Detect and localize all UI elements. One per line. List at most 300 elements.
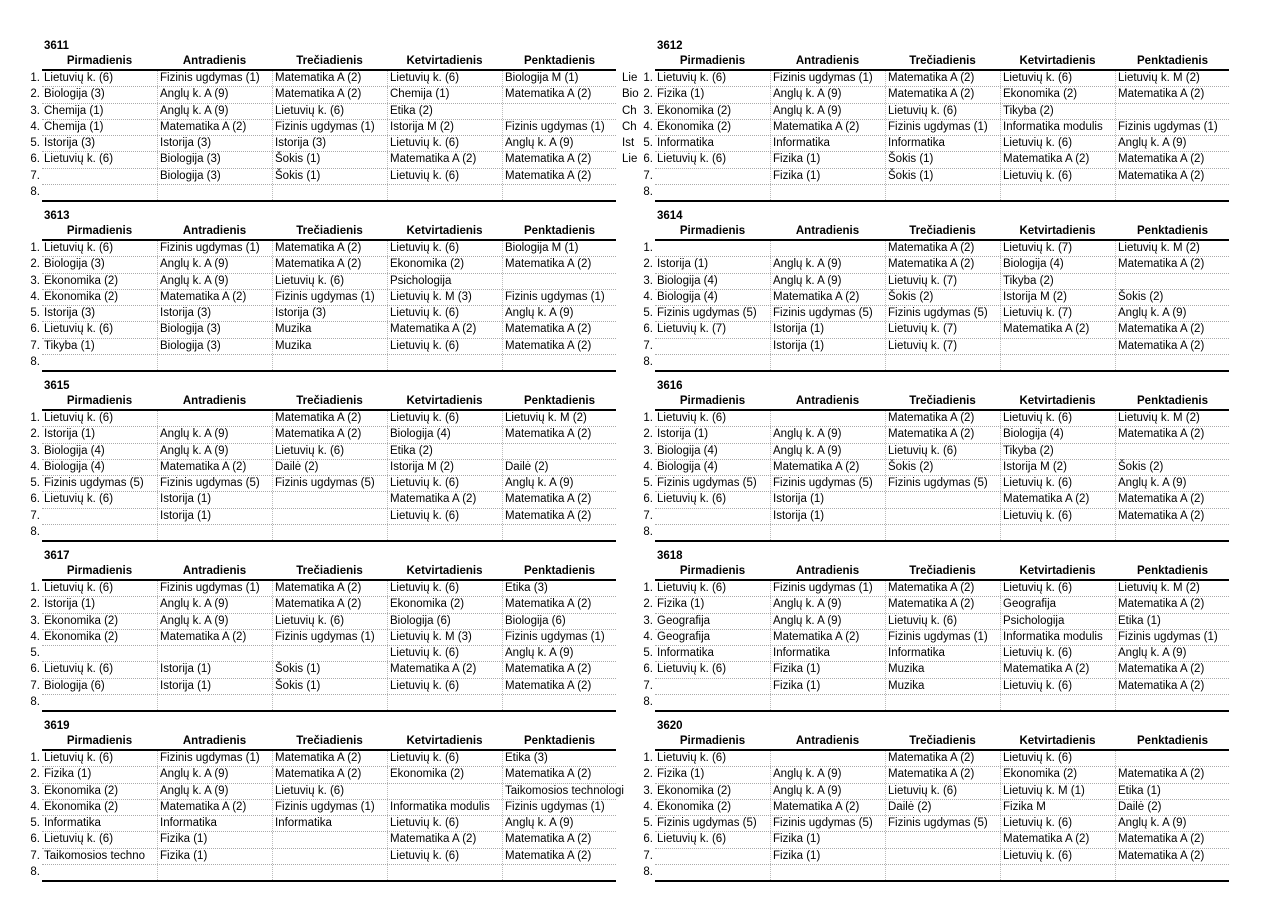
day-header-row: [42, 223, 616, 241]
lesson-number: 1.: [30, 582, 40, 594]
lesson-row: [30, 476, 616, 492]
lesson-number: 4.: [30, 120, 40, 133]
lesson-cell: Šokis (1): [885, 152, 1002, 167]
day-header: Penktadienis: [524, 55, 595, 67]
lesson-cell: Matematika A (2): [272, 597, 389, 612]
lesson-cell: Matematika A (2): [770, 120, 887, 135]
lesson-cell: [655, 525, 771, 540]
lesson-cell: Anglų k. A (9): [502, 306, 619, 321]
lesson-cell: Matematika A (2): [502, 152, 619, 167]
lesson-cell: Lietuvių k. (6): [1000, 646, 1117, 661]
lesson-cell: Matematika A (2): [502, 597, 619, 612]
lesson-cell: Lietuvių k. (6): [1000, 411, 1117, 426]
lesson-cell: Matematika A (2): [1115, 679, 1232, 694]
day-header: Penktadienis: [524, 735, 595, 747]
lesson-cell: Ekonomika (2): [44, 784, 119, 797]
lesson-cell: Matematika A (2): [272, 411, 389, 426]
lesson-row: [643, 476, 1229, 492]
lesson-cell: Anglų k. A (9): [502, 476, 619, 491]
lesson-cell: [1000, 865, 1117, 880]
lesson-number: 8.: [30, 356, 40, 369]
lesson-row: [643, 679, 1229, 695]
lesson-cell: [1115, 355, 1232, 370]
day-header: Antradienis: [182, 225, 247, 237]
lesson-cell: [42, 185, 158, 200]
lesson-cell: Informatika: [885, 646, 1002, 661]
lesson-cell: Matematika A (2): [885, 751, 1002, 766]
lesson-cell: Anglų k. A (9): [157, 614, 274, 629]
day-header-row: [655, 733, 1229, 751]
lesson-number: 5.: [643, 477, 653, 490]
lesson-cell: Fizika (1): [770, 169, 887, 184]
lesson-cell: Biologija (6): [387, 614, 504, 629]
timetable: [30, 223, 616, 372]
lesson-cell: Matematika A (2): [387, 322, 504, 337]
lesson-number: 2.: [30, 598, 40, 611]
lesson-cell: Lietuvių k. (6): [1000, 169, 1117, 184]
day-header-row: [42, 393, 616, 411]
lesson-cell: Anglų k. A (9): [1115, 306, 1232, 321]
day-header: Ketvirtadienis: [406, 565, 483, 577]
lesson-cell: Matematika A (2): [502, 257, 619, 272]
day-header: Pirmadienis: [679, 565, 746, 577]
lesson-row: [643, 695, 1229, 712]
lesson-cell: [655, 339, 771, 354]
lesson-cell: Lietuvių k. (7): [885, 339, 1002, 354]
lesson-cell: Lietuvių k. (6): [387, 71, 504, 86]
lesson-cell: [885, 185, 1002, 200]
lesson-cell: Muzika: [272, 322, 389, 337]
day-header: Penktadienis: [1137, 565, 1208, 577]
lesson-cell: Ekonomika (2): [1000, 767, 1117, 782]
lesson-row: [30, 322, 616, 338]
lesson-cell: Etika (1): [1115, 784, 1232, 799]
day-header-row: [655, 563, 1229, 581]
lesson-row: [643, 427, 1229, 443]
lesson-row: [30, 339, 616, 355]
lesson-cell: Matematika A (2): [1115, 849, 1232, 864]
lesson-cell: Ekonomika (2): [44, 274, 119, 287]
lesson-cell: Istorija (1): [770, 492, 887, 507]
lesson-number: 6.: [643, 493, 653, 506]
lesson-row: [30, 257, 616, 273]
lesson-cell: Fizinis ugdymas (5): [885, 816, 1002, 831]
lesson-row: [30, 816, 616, 832]
lesson-cell: Biologija (3): [157, 322, 274, 337]
lesson-cell: Informatika modulis: [1000, 630, 1117, 645]
lesson-cell: Matematika A (2): [502, 492, 619, 507]
lesson-cell: Dailė (2): [885, 800, 1002, 815]
day-header-row: [655, 393, 1229, 411]
lesson-cell: Lietuvių k. (6): [1000, 679, 1117, 694]
lesson-number: 5.: [643, 817, 653, 830]
lesson-cell: [1115, 525, 1232, 540]
lesson-cell: Istorija (1): [157, 492, 274, 507]
lesson-cell: Muzika: [885, 662, 1002, 677]
lesson-row: [30, 630, 616, 646]
lesson-cell: Fizika (1): [657, 88, 705, 101]
day-header: Antradienis: [182, 395, 247, 407]
lesson-cell: Taikomosios technologi: [502, 784, 619, 799]
lesson-cell: Istorija (3): [44, 307, 96, 320]
lesson-cell: Informatika: [657, 647, 714, 660]
lesson-cell: Lietuvių k. (6): [657, 412, 727, 424]
lesson-cell: Matematika A (2): [502, 832, 619, 847]
lesson-cell: [272, 492, 389, 507]
lesson-number: 4.: [643, 120, 653, 133]
lesson-cell: Matematika A (2): [1000, 662, 1117, 677]
lesson-cell: Lietuvių k. (6): [387, 679, 504, 694]
day-header-row: [42, 563, 616, 581]
lesson-cell: Biologija (4): [657, 444, 718, 457]
day-header: Ketvirtadienis: [406, 735, 483, 747]
lesson-cell: [272, 646, 389, 661]
lesson-cell: Fizinis ugdymas (5): [657, 307, 757, 320]
lesson-cell: Fizinis ugdymas (1): [885, 630, 1002, 645]
lesson-cell: Lietuvių k. (6): [1000, 581, 1117, 596]
lesson-cell: [885, 492, 1002, 507]
day-header: Pirmadienis: [679, 395, 746, 407]
class-title: 3619: [44, 720, 70, 732]
lesson-cell: Matematika A (2): [1115, 597, 1232, 612]
lesson-cell: Matematika A (2): [387, 832, 504, 847]
lesson-number: 8.: [643, 186, 653, 199]
lesson-row: [643, 597, 1229, 613]
lesson-cell: Šokis (1): [272, 679, 389, 694]
lesson-cell: Ekonomika (2): [44, 614, 119, 627]
lesson-cell: Lietuvių k. (6): [272, 614, 389, 629]
lesson-row: [30, 865, 616, 882]
lesson-cell: Fizinis ugdymas (1): [770, 71, 887, 86]
lesson-cell: [1000, 695, 1117, 710]
lesson-cell: [1115, 104, 1232, 119]
lesson-cell: Ekonomika (2): [657, 104, 732, 117]
lesson-cell: Fizinis ugdymas (1): [272, 290, 389, 305]
lesson-cell: Anglų k. A (9): [502, 646, 619, 661]
lesson-cell: Šokis (2): [885, 460, 1002, 475]
lesson-cell: Lietuvių k. (6): [657, 752, 727, 764]
lesson-cell: [885, 355, 1002, 370]
lesson-row: [643, 849, 1229, 865]
lesson-number: 2.: [643, 768, 653, 781]
timetable: [643, 53, 1229, 202]
lesson-cell: Ekonomika (2): [657, 784, 732, 797]
lesson-cell: Etika (1): [1115, 614, 1232, 629]
lesson-cell: Anglų k. A (9): [157, 767, 274, 782]
lesson-cell: Matematika A (2): [502, 339, 619, 354]
lesson-row: [643, 355, 1229, 372]
day-header: Penktadienis: [524, 565, 595, 577]
lesson-number: 4.: [643, 290, 653, 303]
lesson-cell: Lietuvių k. (6): [657, 72, 727, 84]
lesson-cell: Lietuvių k. (7): [657, 323, 727, 336]
lesson-cell: Lietuvių k. M (2): [1115, 241, 1232, 256]
lesson-row: [30, 274, 616, 290]
lesson-cell: Anglų k. A (9): [1115, 476, 1232, 491]
lesson-number: 8.: [643, 866, 653, 879]
day-header-row: [655, 53, 1229, 71]
lesson-cell: Matematika A (2): [885, 241, 1002, 256]
lesson-cell: [42, 865, 158, 880]
lesson-cell: Matematika A (2): [1115, 492, 1232, 507]
lesson-row: [643, 525, 1229, 542]
lesson-row: [643, 630, 1229, 646]
lesson-cell: Istorija (3): [157, 136, 274, 151]
day-header: Pirmadienis: [66, 565, 133, 577]
lesson-number: 3.: [643, 784, 653, 797]
lesson-cell: [655, 695, 771, 710]
lesson-cell: Anglų k. A (9): [157, 784, 274, 799]
lesson-cell: Biologija (4): [657, 290, 718, 303]
day-header: Antradienis: [795, 225, 860, 237]
lesson-row: [30, 355, 616, 372]
lesson-cell: Ekonomika (2): [657, 800, 732, 813]
lesson-cell: Lietuvių k. (6): [387, 476, 504, 491]
lesson-number: 4.: [643, 800, 653, 813]
lesson-cell: Matematika A (2): [1115, 339, 1232, 354]
lesson-cell: Lietuvių k. (6): [1000, 751, 1117, 766]
lesson-cell: [655, 865, 771, 880]
lesson-number: 2.: [30, 768, 40, 781]
lesson-cell: Anglų k. A (9): [157, 257, 274, 272]
lesson-row: [30, 492, 616, 508]
lesson-cell: [770, 411, 887, 426]
lesson-number: 4.: [30, 460, 40, 473]
lesson-cell: Matematika A (2): [770, 630, 887, 645]
lesson-cell: Istorija M (2): [387, 120, 504, 135]
lesson-cell: Biologija (3): [44, 258, 105, 271]
lesson-cell: Anglų k. A (9): [770, 274, 887, 289]
lesson-cell: Lietuvių k. (6): [657, 663, 727, 676]
lesson-cell: Etika (3): [502, 751, 619, 766]
lesson-cell: Fizinis ugdymas (1): [1115, 630, 1232, 645]
lesson-cell: Biologija (4): [657, 274, 718, 287]
day-header: Ketvirtadienis: [406, 55, 483, 67]
lesson-number: 8.: [30, 866, 40, 879]
lesson-number: 7.: [643, 679, 653, 692]
lesson-row: [643, 87, 1229, 103]
lesson-cell: Matematika A (2): [272, 241, 389, 256]
lesson-cell: Istorija (3): [272, 136, 389, 151]
lesson-cell: [157, 646, 274, 661]
lesson-cell: Fizika (1): [770, 662, 887, 677]
lesson-cell: Fizinis ugdymas (1): [157, 581, 274, 596]
lesson-cell: Biologija (6): [502, 614, 619, 629]
day-header: Trečiadienis: [909, 735, 976, 747]
day-header-row: [42, 733, 616, 751]
lesson-cell: Matematika A (2): [272, 767, 389, 782]
day-header: Trečiadienis: [909, 225, 976, 237]
lesson-number: 5.: [30, 137, 40, 150]
lesson-number: 5.: [643, 307, 653, 320]
lesson-cell: Matematika A (2): [885, 257, 1002, 272]
lesson-cell: Matematika A (2): [1115, 169, 1232, 184]
lesson-cell: Istorija (1): [44, 428, 96, 441]
lesson-cell: Fizinis ugdymas (5): [44, 477, 144, 490]
timetable: [30, 53, 639, 202]
lesson-cell: Istorija (1): [770, 322, 887, 337]
lesson-cell: Lietuvių k. (6): [387, 646, 504, 661]
day-header: Penktadienis: [524, 225, 595, 237]
lesson-cell: Matematika A (2): [1115, 427, 1232, 442]
lesson-cell: Lietuvių k. (6): [44, 242, 114, 254]
lesson-cell: Lietuvių k. (6): [387, 411, 504, 426]
lesson-cell: Geografija: [657, 614, 711, 627]
lesson-row: [30, 784, 624, 800]
lesson-cell: Lietuvių k. (7): [885, 274, 1002, 289]
lesson-number: 7.: [643, 849, 653, 862]
lesson-cell: Lietuvių k. (6): [387, 136, 504, 151]
lesson-row: [30, 509, 616, 525]
day-header: Pirmadienis: [679, 55, 746, 67]
lesson-cell: Biologija (6): [44, 679, 105, 692]
timetable: [643, 223, 1229, 372]
lesson-row: [643, 120, 1229, 136]
lesson-cell: Fizinis ugdymas (1): [272, 120, 389, 135]
lesson-cell: [770, 185, 887, 200]
lesson-cell: Lietuvių k. M (2): [1115, 581, 1232, 596]
lesson-number: 5.: [643, 137, 653, 150]
lesson-cell: Biologija (4): [1000, 257, 1117, 272]
class-title: 3611: [44, 40, 69, 52]
lesson-cell: Chemija (1): [44, 120, 104, 133]
day-header: Antradienis: [182, 565, 247, 577]
lesson-cell: Matematika A (2): [272, 257, 389, 272]
lesson-cell: Matematika A (2): [387, 492, 504, 507]
lesson-cell: [387, 525, 504, 540]
lesson-number: 4.: [30, 630, 40, 643]
lesson-cell: Lietuvių k. (6): [1000, 476, 1117, 491]
lesson-cell: Anglų k. A (9): [502, 136, 619, 151]
timetable: [30, 393, 616, 542]
lesson-row: [643, 71, 1229, 87]
lesson-cell: Etika (2): [387, 104, 504, 119]
day-header: Penktadienis: [1137, 225, 1208, 237]
lesson-cell: Dailė (2): [502, 460, 619, 475]
lesson-cell: Šokis (2): [885, 290, 1002, 305]
lesson-row: [643, 662, 1229, 678]
lesson-number: 7.: [643, 169, 653, 182]
lesson-cell: Matematika A (2): [387, 662, 504, 677]
lesson-cell: Fizika (1): [770, 679, 887, 694]
lesson-row: [643, 104, 1229, 120]
lesson-cell: Ekonomika (2): [1000, 87, 1117, 102]
lesson-row: [643, 767, 1229, 783]
lesson-cell: Matematika A (2): [885, 597, 1002, 612]
lesson-cell: Fizika (1): [770, 152, 887, 167]
lesson-cell: [157, 865, 274, 880]
lesson-number: 1.: [643, 412, 653, 424]
day-header: Trečiadienis: [296, 395, 363, 407]
lesson-cell: Lietuvių k. (6): [387, 581, 504, 596]
lesson-cell: Anglų k. A (9): [770, 257, 887, 272]
lesson-cell: Anglų k. A (9): [770, 444, 887, 459]
lesson-number: 1.: [30, 752, 40, 764]
lesson-cell: Matematika A (2): [157, 630, 274, 645]
lesson-row: [643, 136, 1229, 152]
lesson-cell: Anglų k. A (9): [157, 444, 274, 459]
lesson-cell: [770, 695, 887, 710]
lesson-number: 8.: [30, 526, 40, 539]
lesson-row: [643, 339, 1229, 355]
lesson-cell: Matematika A (2): [502, 679, 619, 694]
lesson-row: [30, 614, 616, 630]
lesson-cell: Lietuvių k. (6): [387, 339, 504, 354]
day-header: Trečiadienis: [909, 395, 976, 407]
lesson-row: [643, 751, 1229, 767]
lesson-row: [643, 169, 1229, 185]
day-header: Penktadienis: [1137, 55, 1208, 67]
lesson-number: 6.: [643, 153, 653, 166]
lesson-cell: Matematika A (2): [272, 751, 389, 766]
lesson-cell: [42, 169, 158, 184]
lesson-cell: [885, 865, 1002, 880]
lesson-cell: Lietuvių k. (6): [885, 614, 1002, 629]
day-header: Ketvirtadienis: [1019, 735, 1096, 747]
lesson-cell: Matematika A (2): [770, 460, 887, 475]
class-title: 3612: [657, 40, 683, 52]
lesson-cell: Lietuvių k. (7): [885, 322, 1002, 337]
lesson-cell: [502, 695, 619, 710]
lesson-cell: Biologija (4): [387, 427, 504, 442]
lesson-cell: Matematika A (2): [885, 581, 1002, 596]
lesson-cell: Ekonomika (2): [44, 290, 119, 303]
lesson-cell: Ekonomika (2): [387, 767, 504, 782]
lesson-row: [643, 816, 1229, 832]
lesson-row: [30, 306, 616, 322]
lesson-number: 7.: [30, 679, 40, 692]
lesson-number: 8.: [643, 696, 653, 709]
lesson-number: 4.: [643, 460, 653, 473]
lesson-row: [643, 581, 1229, 597]
lesson-cell: [502, 355, 619, 370]
lesson-cell: Anglų k. A (9): [1115, 816, 1232, 831]
lesson-row: [643, 614, 1229, 630]
lesson-cell: [42, 355, 158, 370]
lesson-cell: [655, 849, 771, 864]
day-header: Antradienis: [182, 55, 247, 67]
lesson-cell: Matematika A (2): [1115, 662, 1232, 677]
lesson-cell: Lietuvių k. (6): [272, 274, 389, 289]
lesson-cell: Biologija (3): [157, 152, 274, 167]
lesson-row: [643, 306, 1229, 322]
lesson-cell: Taikomosios techno: [44, 849, 145, 862]
overflow-text: Ist: [622, 137, 635, 150]
lesson-cell: Matematika A (2): [1115, 322, 1232, 337]
lesson-cell: Fizinis ugdymas (1): [502, 120, 619, 135]
day-header: Antradienis: [795, 395, 860, 407]
lesson-cell: Istorija (1): [657, 428, 709, 441]
lesson-cell: Anglų k. A (9): [1115, 646, 1232, 661]
lesson-cell: [770, 865, 887, 880]
lesson-number: 5.: [30, 307, 40, 320]
lesson-cell: Istorija (1): [770, 509, 887, 524]
lesson-cell: [272, 832, 389, 847]
lesson-cell: [1115, 444, 1232, 459]
lesson-row: [643, 257, 1229, 273]
lesson-cell: Fizinis ugdymas (1): [1115, 120, 1232, 135]
lesson-row: [30, 152, 638, 168]
lesson-cell: [1115, 695, 1232, 710]
lesson-number: 5.: [30, 647, 40, 660]
lesson-cell: Istorija (3): [272, 306, 389, 321]
lesson-cell: Biologija (4): [1000, 427, 1117, 442]
lesson-row: [643, 800, 1229, 816]
lesson-cell: [885, 509, 1002, 524]
lesson-cell: [1115, 274, 1232, 289]
lesson-number: 2.: [30, 258, 40, 271]
day-header: Ketvirtadienis: [1019, 395, 1096, 407]
